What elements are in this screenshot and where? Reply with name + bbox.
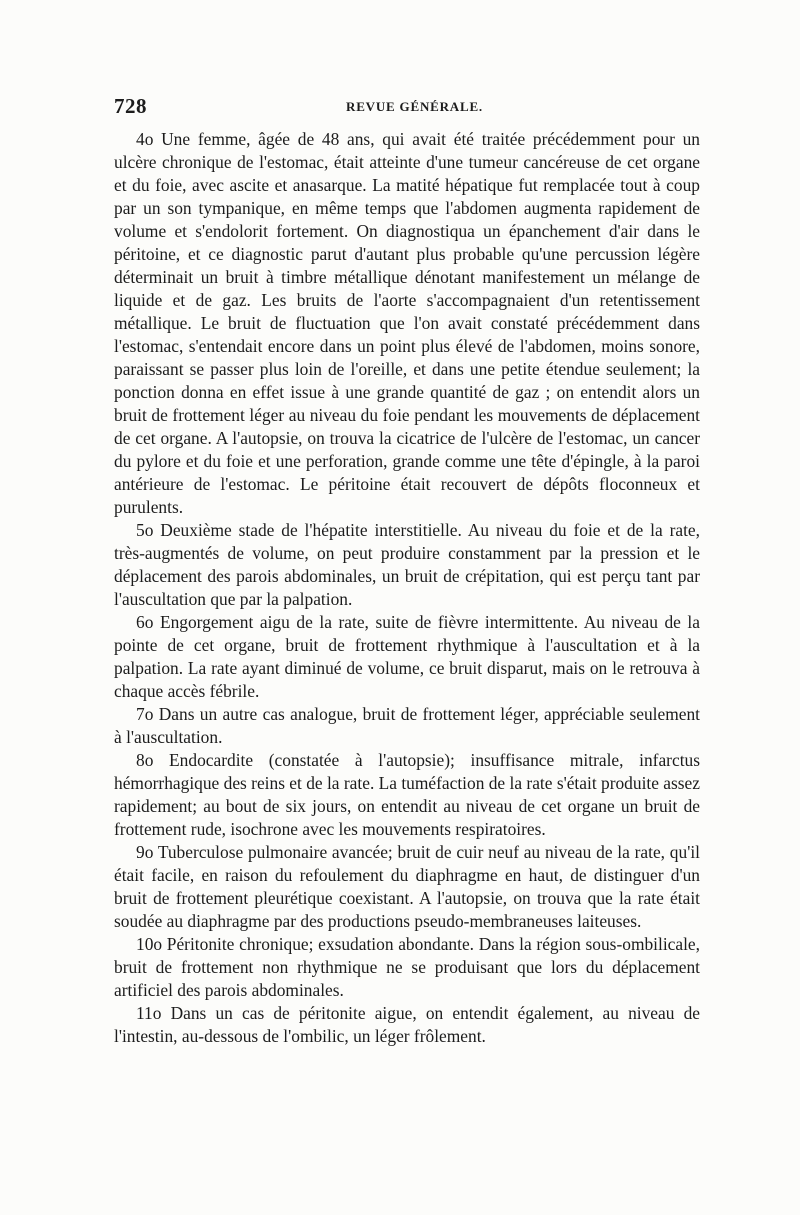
paragraph-case-10: 10o Péritonite chronique; exsudation abondante. Dans la région sous-ombilicale, bruit de frottement non rhythmique ne se produisant que lors du déplacement artificiel des parois abdominales. bbox=[114, 934, 700, 1000]
body-text bbox=[114, 128, 700, 1048]
page-header bbox=[114, 94, 700, 124]
paragraph-case-7: 7o Dans un autre cas analogue, bruit de frottement léger, appréciable seulement à l'auscultation. bbox=[114, 704, 700, 747]
paragraph-case-8: 8o Endocardite (constatée à l'autopsie); insuffisance mitrale, infarctus hémorrhagique des reins et de la rate. La tuméfaction de la rate s'était produite assez rapidement; au bout de six jours, on entendit au niveau de cet organe un bruit de frottement rude, isochrone avec les mouvements respiratoires. bbox=[114, 750, 700, 839]
page-number: 728 bbox=[114, 94, 147, 118]
paragraph-case-5: 5o Deuxième stade de l'hépatite interstitielle. Au niveau du foie et de la rate, très-augmentés de volume, on peut produire constamment par la pression et le déplacement des parois abdominales, un bruit de crépitation, qui est perçu tant par l'auscultation que par la palpation. bbox=[114, 520, 700, 609]
paragraph-case-4: 4o Une femme, âgée de 48 ans, qui avait été traitée précédemment pour un ulcère chronique de l'estomac, était atteinte d'une tumeur cancéreuse de cet organe et du foie, avec ascite et anasarque. La matité hépatique fut remplacée tout à coup par un son tympanique, en même temps que l'abdomen augmenta rapidement de volume et s'endolorit fortement. On diagnostiqua un épanchement d'air dans le péritoine, et ce diagnostic parut d'autant plus probable qu'une percussion légère déterminait un bruit à timbre métallique dénotant manifestement un mélange de liquide et de gaz. Les bruits de l'aorte s'accompagnaient d'un retentissement métallique. Le bruit de fluctuation que l'on avait constaté précédemment dans l'estomac, s'entendait encore dans un point plus élevé de l'abdomen, moins sonore, paraissant se passer plus loin de l'oreille, et dans une petite étendue seulement; la ponction donna en effet issue à une grande quantité de gaz ; on entendit alors un bruit de frottement léger au niveau du foie pendant les mouvements de déplacement de cet organe. A l'autopsie, on trouva la cicatrice de l'ulcère de l'estomac, un cancer du pylore et du foie et une perforation, grande comme une tête d'épingle, à la paroi antérieure de l'estomac. Le péritoine était recouvert de dépôts floconneux et purulents. bbox=[114, 129, 700, 517]
running-title: REVUE GÉNÉRALE. bbox=[346, 99, 483, 114]
paragraph-case-6: 6o Engorgement aigu de la rate, suite de fièvre intermittente. Au niveau de la pointe de cet organe, bruit de frottement rhythmique à l'auscultation et à la palpation. La rate ayant diminué de volume, ce bruit disparut, mais on le retrouva à chaque accès fébrile. bbox=[114, 612, 700, 701]
paragraph-case-11: 11o Dans un cas de péritonite aigue, on entendit également, au niveau de l'intestin, au-dessous de l'ombilic, un léger frôlement. bbox=[114, 1003, 700, 1046]
paragraph-case-9: 9o Tuberculose pulmonaire avancée; bruit de cuir neuf au niveau de la rate, qu'il était facile, en raison du refoulement du diaphragme en haut, de distinguer d'un bruit de frottement pleurétique coexistant. A l'autopsie, on trouva que la rate était soudée au diaphragme par des productions pseudo-membraneuses laiteuses. bbox=[114, 842, 700, 931]
